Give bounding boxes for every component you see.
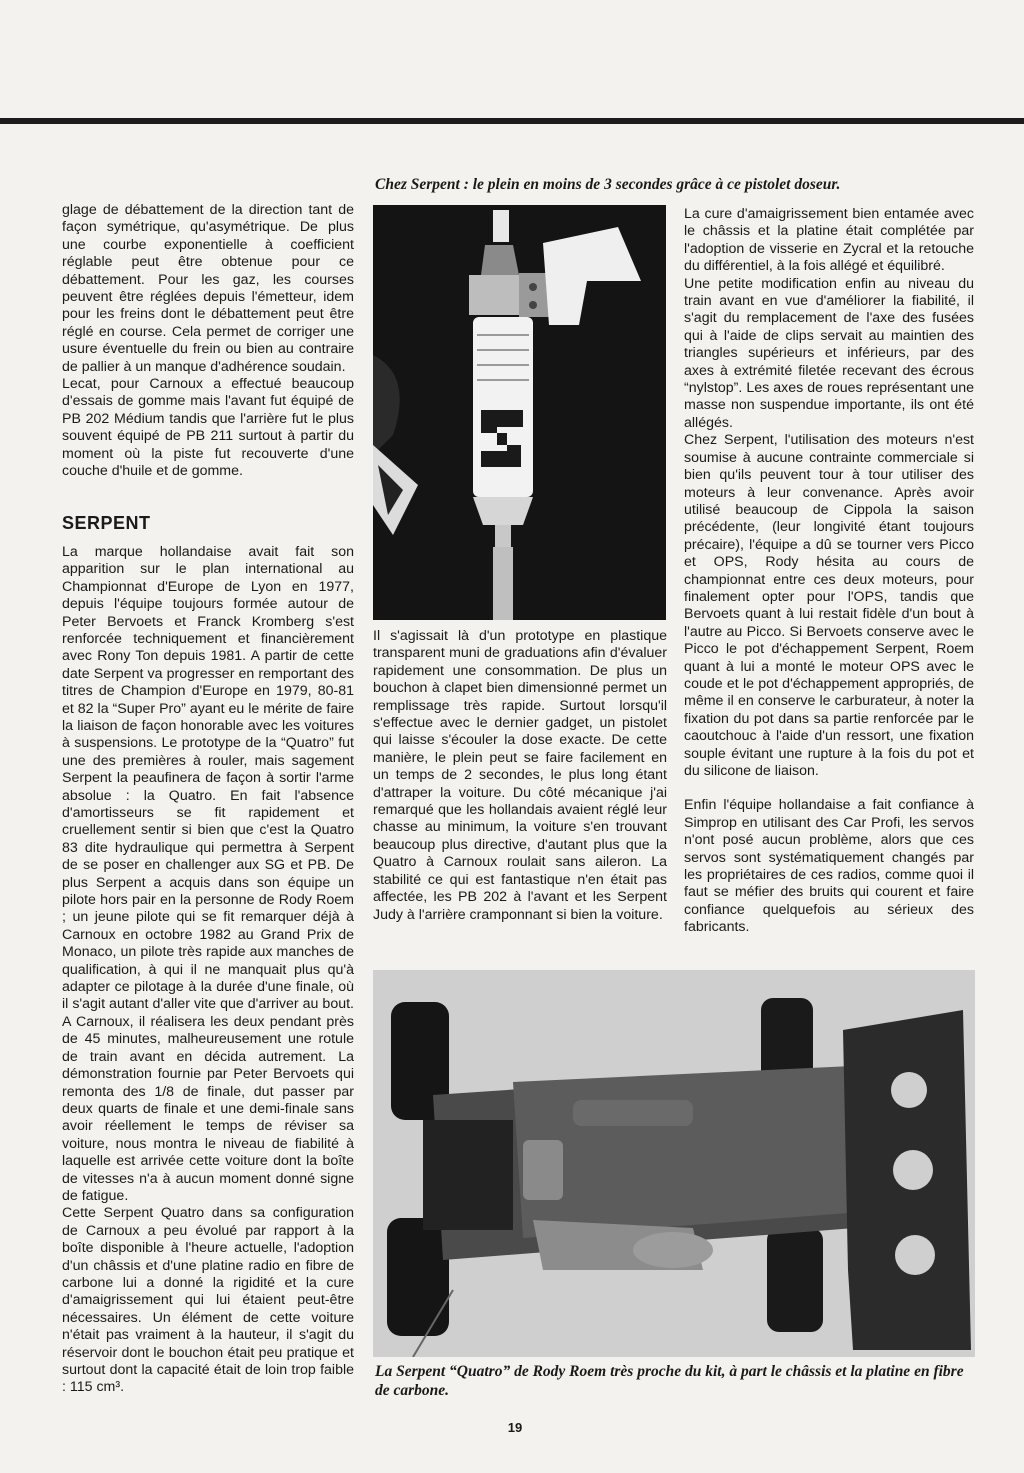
column-right: [684, 206, 974, 937]
caption-bottom: La Serpent “Quatro” de Rody Roem très proche du kit, à part le châssis et la platine en fibre de carbone.: [375, 1363, 964, 1399]
serpent-quatro-photo: [373, 970, 975, 1357]
page-number: 19: [507, 1420, 523, 1435]
rc-car-illustration: [373, 970, 975, 1357]
caption-top: Chez Serpent : le plein en moins de 3 secondes grâce à ce pistolet doseur.: [375, 176, 841, 193]
fuel-gun-photo: [373, 205, 666, 620]
paragraph: Une petite modification enfin au niveau du train avant en vue d'améliorer la fiabilité, il s'agit du remplacement de l'axe des fusées qui à l'aide de clips servait au maintien des triangles supérieurs et inférieurs, par des axes à extrémité filetée recevant des écrous “nylstop”. Les axes de roues représentant une masse non suspendue importante, ils ont été allégés.: [684, 275, 974, 431]
column-left: [62, 202, 354, 1397]
paragraph: Cette Serpent Quatro dans sa configuration de Carnoux a peu évolué par rapport à la boîte disponible à l'heure actuelle, l'adoption d'un châssis et d'une platine radio en fibre de carbone lui a donné la rigidité et la cure d'amaigrissement qui lui étaient peut-être nécessaires. Un élément de cette voiture n'était pas vraiment à la hauteur, il s'agit du réservoir dont le bouchon était peu pratique et surtout dont la capacité était de loin trop faible : 115 cm³.: [62, 1205, 354, 1396]
paragraph: La marque hollandaise avait fait son apparition sur le plan international au Championnat d'Europe de Lyon en 1977, depuis l'équipe toujours formée autour de Peter Bervoets et Franck Kromberg s'est renforcée techniquement et financièrement avec Rony Ton depuis 1981. A partir de cette date Serpent va progresser en remportant des titres de Champion d'Europe en 1979, 80-81 et 82 la “Super Pro” ayant eu le mérite de faire la liaison de façon honorable avec les voitures à suspensions. Le prototype de la “Quatro” fut une des premières à rouler, mais sagement Serpent la peaufinera de façon à sortir l'arme absolue : la Quatro. En fait l'absence d'amortisseurs se fit rapidement et cruellement sentir si bien que c'est la Quatro 83 dite hydraulique qui permettra à Serpent de se poser en challenger aux SG et PB. De plus Serpent a acquis dans son équipe un pilote hors pair en la personne de Rody Roem ; un jeune pilote qui se fit remarquer déjà à Carnoux en octobre 1982 au Grand Prix de Monaco, un pilote très rapide aux manches de qualification, à qui il ne manquait plus qu'à adapter ce pilotage à la durée d'une finale, où il s'agit autant d'aller vite que d'arriver au bout. A Carnoux, il réalisera les deux pendant près de 45 minutes, malheureusement une rotule de train avant en décida autrement. La démonstration fournie par Peter Bervoets qui remonta des 1/8 de finale, dut passer par deux quarts de finale et une demi-finale sans avoir réellement le temps de réviser sa voiture, nous montra le niveau de fiabilité à laquelle est arrivée cette voiture dont la boîte de vitesses n'a à aucun moment donné signe de fatigue.: [62, 543, 354, 1204]
paragraph: Enfin l'équipe hollandaise a fait confiance à Simprop en utilisant des Car Profi, les servos n'ont posé aucun problème, alors que ces servos sont systématiquement changés par les propriétaires de ces radios, comme quoi il faut se méfier des bruits qui courent et faire confiance quelquefois au sérieux des fabricants.: [684, 797, 974, 936]
paragraph: Il s'agissait là d'un prototype en plastique transparent muni de graduations afin d'évaluer rapidement une consommation. De plus un bouchon à clapet bien dimensionné permet un remplissage très rapide. Surtout lorsqu'il s'effectue avec le dernier gadget, un pistolet qui laisse s'écouler la dose exacte. De cette manière, le plein peut se faire facilement en un temps de 2 secondes, le plus long étant d'attraper la voiture. Du côté mécanique j'ai remarqué que les hollandais avaient réglé leur chasse au minimum, la voiture s'en trouvant beaucoup plus directive, d'autant plus que la Quatro à Carnoux roulait sans aileron. La stabilité ce qui est fantastique n'en était pas affectée, les PB 202 à l'avant et les Serpent Judy à l'arrière cramponnant si bien la voiture.: [373, 628, 667, 923]
fuel-gun-illustration: [373, 205, 666, 620]
paragraph: Chez Serpent, l'utilisation des moteurs n'est soumise à aucune contrainte commerciale si bien qu'ils peuvent tour à tour utiliser des moteurs à leur convenance. Après avoir utilisé beaucoup de Cippola la saison précédente, (leur longivité étant toujours précaire), l'équipe a dû se tourner vers Picco et OPS, Rody hésita au cours de championnat entre ces deux moteurs, pour finalement opter pour l'OPS, tandis que Bervoets quant à lui restait fidèle d'un bout à l'autre au Picco. Si Bervoets conserve avec le Picco le pot d'échappement Serpent, Roem quant à lui a monté le moteur OPS avec le coude et le pot d'échappement appropriés, de même il en conserve le carburateur, à noter la fixation du pot dans sa partie renforcée par le caoutchouc à l'aide d'un ressort, une fixation souple évitant une rupture à la fois du pot et du silicone de liaison.: [684, 432, 974, 779]
column-middle: [373, 628, 667, 924]
header-rule: [0, 118, 1024, 124]
paragraph: glage de débattement de la direction tant de façon symétrique, qu'asymétrique. De plus une courbe exponentielle à coefficient réglable peut être obtenue pour ce débattement. Pour les gaz, les courses peuvent être réglées depuis l'émetteur, idem pour les freins dont le débattement peut être réglé en course. Cela permet de corriger une usure éventuelle du frein ou bien au contraire de pallier à un manque d'adhérence soudain.: [62, 202, 354, 375]
section-heading: SERPENT: [62, 512, 151, 533]
paragraph: Lecat, pour Carnoux a effectué beaucoup d'essais de gomme mais l'avant fut équipé de PB 202 Médium tandis que l'arrière fut le plus souvent équipé de PB 211 surtout à partir du moment où la piste fut recouverte d'une couche d'huile et de gomme.: [62, 376, 354, 480]
paragraph: La cure d'amaigrissement bien entamée avec le châssis et la platine était complétée par l'adoption de visserie en Zycral et la retouche du différentiel, à la fois allégé et équilibré.: [684, 206, 974, 275]
